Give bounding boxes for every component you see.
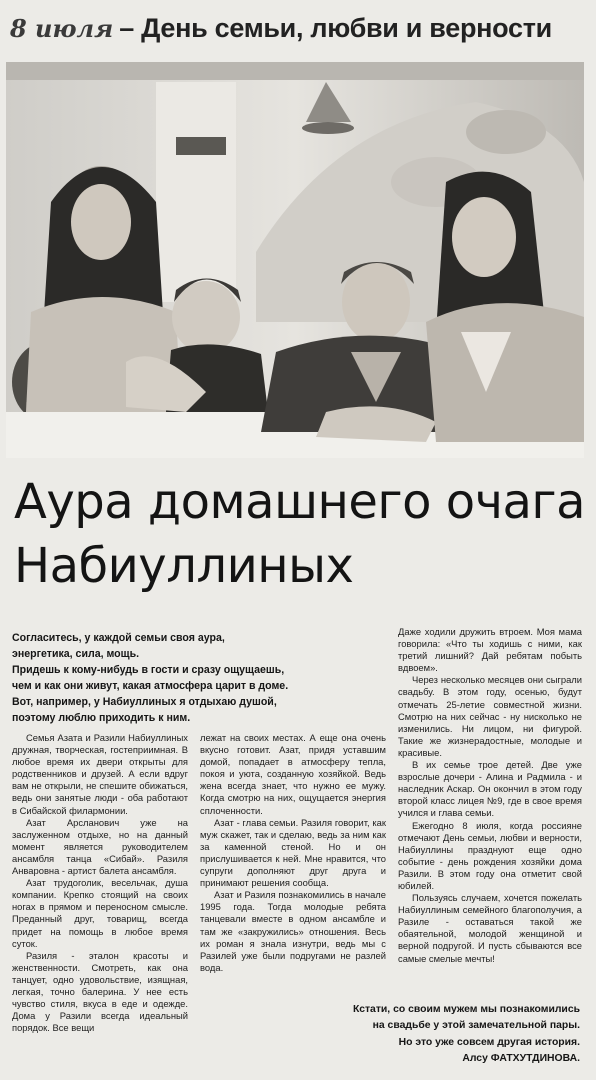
paragraph: В их семье трое детей. Две уже взрослые дочери - Алина и Радмила - и наследник Аскар. Он окончил в этом году второй класс лицея №9, где в свое время учился и глава семьи. xyxy=(398,759,582,819)
paragraph: Через несколько месяцев они сыграли свадьбу. В этом году, осенью, будут отмечать 25-летие совместной жизни. Смотрю на них сейчас - ну нисколько не изменились. Ни лицом, ни фигурой. Такие же жизнерадостные, молодые и красивые. xyxy=(398,674,582,758)
paragraph: Азат Арсланович уже на заслуженном отдыхе, но на данный момент является руководителем ансамбля танца «Сибай». Разиля Анваровна - артист балета ансамбля. xyxy=(12,816,188,877)
article-footer xyxy=(290,1002,580,1068)
lead-line: Придешь к кому-нибудь в гости и сразу ощущаешь, xyxy=(12,664,285,677)
lead-line: Вот, например, у Набиуллиных я отдыхаю душой, xyxy=(12,696,277,709)
text-column-1 xyxy=(12,732,188,1034)
article-lead xyxy=(12,630,387,727)
header-date: 8 июля xyxy=(10,13,114,43)
footer-line: на свадьбе у этой замечательной пары. xyxy=(372,1020,580,1032)
footer-line: Кстати, со своим мужем мы познакомились xyxy=(352,1004,580,1015)
article-headline xyxy=(14,470,589,598)
text-column-3 xyxy=(398,626,582,965)
header-title: – День семьи, любви и верности xyxy=(119,12,552,43)
footer-line: Но это уже совсем другая история. xyxy=(398,1036,580,1048)
headline-line-1: Аура домашнего очага xyxy=(14,474,586,530)
lead-line: Согласитесь, у каждой семьи своя аура, xyxy=(12,632,225,644)
lead-line: чем и как они живут, какая атмосфера царит в доме. xyxy=(12,680,289,693)
paragraph: Пользуясь случаем, хочется пожелать Набиуллиным семейного благополучия, а Разиле - оставаться такой же обаятельной, молодой женщиной и верной подругой. И пусть сбываются все самые смелые мечты! xyxy=(398,892,582,964)
paragraph: Азат и Разиля познакомились в начале 1995 года. Тогда молодые ребята танцевали вместе в одном ансамбле и там же «закружились» отношения. Весь их роман я знала изнутри, ведь мы с Разилей уже были подругами не разлей вода. xyxy=(200,889,386,973)
paragraph: Разиля - эталон красоты и женственности. Смотреть, как она танцует, одно удовольствие, изящная, легкая, точно балерина. У нее есть чувство стиля, вкуса в еде и одежде. Дома у Разили всегда идеальный порядок. Все вещи xyxy=(12,949,188,1034)
page-header xyxy=(0,0,596,56)
paragraph: Ежегодно 8 июля, когда россияне отмечают День семьи, любви и верности, Набиуллины празднуют еще одно событие - день рождения хозяйки дома Разили. В этом году она отметит свой юбилей. xyxy=(398,819,582,891)
article-author: Алсу ФАТХУТДИНОВА. xyxy=(462,1053,580,1065)
lead-line: поэтому люблю приходить к ним. xyxy=(12,712,191,725)
paragraph: Азат трудоголик, весельчак, душа компании. Крепко стоящий на своих ногах в прямом и переносном смысле. Преданный друг, товарищ, всегда придет на помощь в любое время суток. xyxy=(12,877,188,949)
lead-line: энергетика, сила, мощь. xyxy=(12,648,140,661)
paragraph: Даже ходили дружить втроем. Моя мама говорила: «Что ты ходишь с ними, как третий лишний? Дай ребятам побыть вдвоем». xyxy=(398,626,582,674)
family-photo xyxy=(6,62,584,458)
text-column-2 xyxy=(200,732,386,974)
headline-line-2: Набиуллиных xyxy=(14,538,354,594)
paragraph: Семья Азата и Разили Набиуллиных дружная, творческая, гостеприимная. В любое время их двери открыты для родственников и друзей. А если вдруг вам не открыли, не спешите обижаться, ведь они занятые люди - оба работают в Сибайской филармонии. xyxy=(12,732,188,816)
paragraph: лежат на своих местах. А еще она очень вкусно готовит. Азат, придя уставшим домой, попадает в атмосферу тепла, покоя и уюта, созданную хозяйкой. Ведь жена всегда знает, что нужно ее мужу. Когда смотрю на них, ощущается энергия сплоченности. xyxy=(200,732,386,816)
paragraph: Азат - глава семьи. Разиля говорит, как муж скажет, так и сделаю, ведь за ним как за каменной стеной. Но и он прислушивается к ней. Мне нравится, что супруги дополняют друг друга и принимают решения сообща. xyxy=(200,816,386,889)
family-photo-illustration xyxy=(6,62,584,458)
